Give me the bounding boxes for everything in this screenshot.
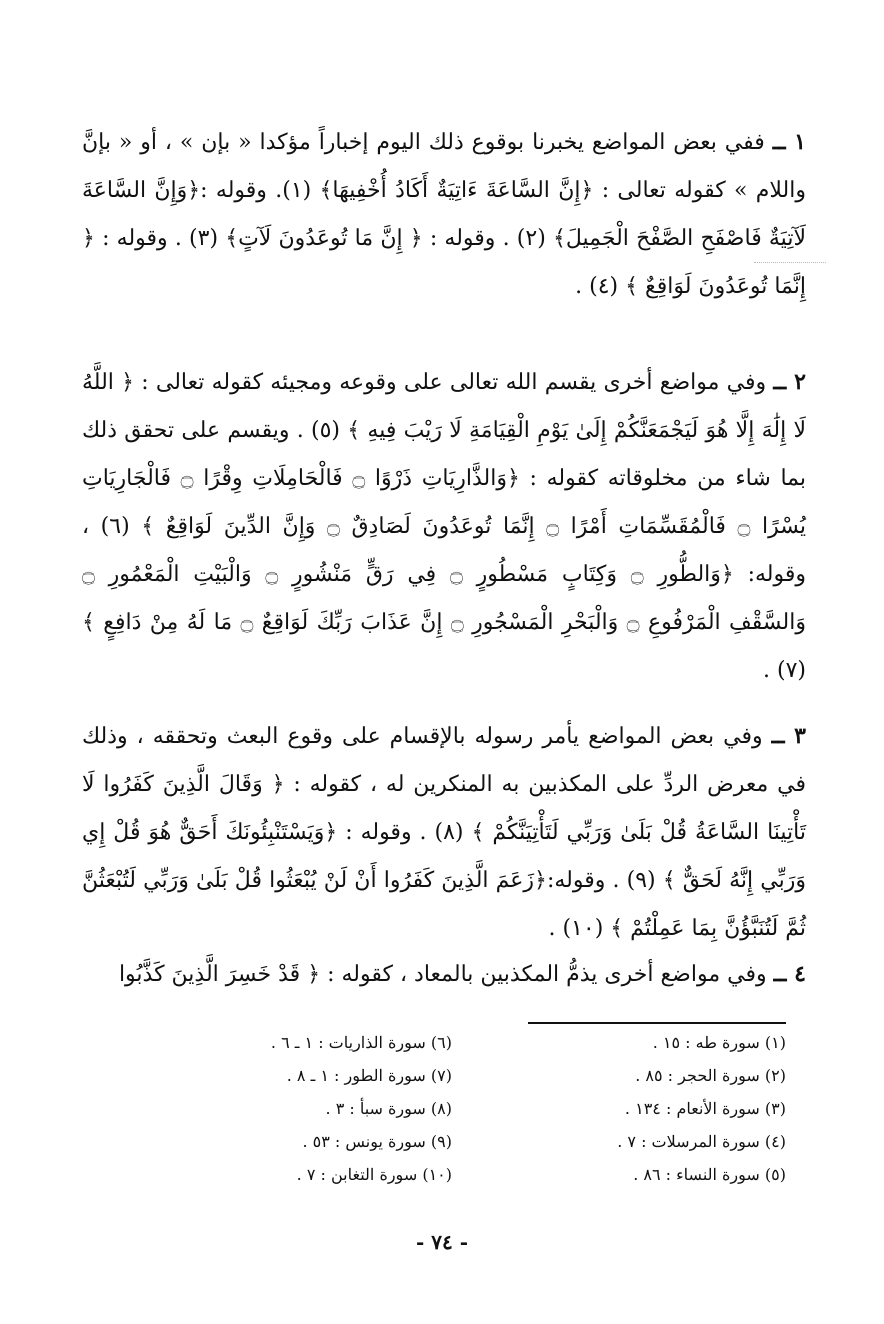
paragraph-text: ففي بعض المواضع يخبرنا بوقوع ذلك اليوم إخباراً مؤكدا « بإن » ، أو « بإنَّ واللام » كقوله تعالى : ﴿إِنَّ السَّاعَةَ ءَاتِيَةٌ أَكَادُ أُخْفِيهَا﴾ (١). وقوله :﴿وَإِنَّ السَّاعَةَ لَآتِيَةٌ فَاصْفَحِ الصَّفْحَ الْجَمِيلَ﴾ (٢) . وقوله : ﴿ إِنَّ مَا تُوعَدُونَ لَآتٍ﴾ (٣) . وقوله : ﴿ إِنَّمَا تُوعَدُونَ لَوَاقِعٌ ﴾ (٤) .: [82, 130, 806, 299]
footnote: (٨) سورة سبأ : ٣ .: [325, 1099, 452, 1118]
footnote: (٣) سورة الأنعام : ١٣٤ .: [624, 1099, 786, 1118]
paragraph-number: ٤ ــ: [773, 961, 806, 987]
paragraph-number: ٣ ــ: [771, 723, 806, 749]
footnote: (١٠) سورة التغابن : ٧ .: [296, 1165, 452, 1184]
paragraph-1: [82, 118, 806, 311]
footnote: (٥) سورة النساء : ٨٦ .: [633, 1165, 786, 1184]
footnote: (٢) سورة الحجر : ٨٥ .: [635, 1066, 786, 1085]
footnotes-right-column: [540, 1026, 786, 1191]
paragraph-number: ٢ ــ: [773, 369, 806, 395]
scan-artifact: [754, 262, 826, 267]
paragraph-text: وفي مواضع أخرى يقسم الله تعالى على وقوعه ومجيئه كقوله تعالى : ﴿ اللَّهُ لَا إِلَٰهَ إِلَّا هُوَ لَيَجْمَعَنَّكُمْ إِلَىٰ يَوْمِ الْقِيَامَةِ لَا رَيْبَ فِيهِ ﴾ (٥) . ويقسم على تحقق ذلك بما شاء من مخلوقاته كقوله : ﴿وَالذَّارِيَاتِ ذَرْوًا ۝ فَالْحَامِلَاتِ وِقْرًا ۝ فَالْجَارِيَاتِ يُسْرًا ۝ فَالْمُقَسِّمَاتِ أَمْرًا ۝ إِنَّمَا تُوعَدُونَ لَصَادِقٌ ۝ وَإِنَّ الدِّينَ لَوَاقِعٌ ﴾ (٦) ، وقوله: ﴿وَالطُّورِ ۝ وَكِتَابٍ مَسْطُورٍ ۝ فِي رَقٍّ مَنْشُورٍ ۝ وَالْبَيْتِ الْمَعْمُورِ ۝ وَالسَّقْفِ الْمَرْفُوعِ ۝ وَالْبَحْرِ الْمَسْجُورِ ۝ إِنَّ عَذَابَ رَبِّكَ لَوَاقِعٌ ۝ مَا لَهُ مِنْ دَافِعٍ ﴾ (٧) .: [82, 370, 807, 683]
paragraph-3: [82, 712, 806, 953]
footnote: (٦) سورة الذاريات : ١ ـ ٦ .: [270, 1033, 452, 1052]
paragraph-text: وفي بعض المواضع يأمر رسوله بالإقسام على وقوع البعث وتحققه ، وذلك في معرض الردِّ على المكذبين به المنكرين له ، كقوله : ﴿ وَقَالَ الَّذِينَ كَفَرُوا لَا تَأْتِينَا السَّاعَةُ قُلْ بَلَىٰ وَرَبِّي لَتَأْتِيَنَّكُمْ ﴾ (٨) . وقوله : ﴿وَيَسْتَنْبِئُونَكَ أَحَقٌّ هُوَ قُلْ إِي وَرَبِّي إِنَّهُ لَحَقٌّ ﴾ (٩) . وقوله:﴿زَعَمَ الَّذِينَ كَفَرُوا أَنْ لَنْ يُبْعَثُوا قُلْ بَلَىٰ وَرَبِّي لَتُبْعَثُنَّ ثُمَّ لَتُنَبَّؤُنَّ بِمَا عَمِلْتُمْ ﴾ (١٠) .: [82, 724, 807, 941]
footnote: (٤) سورة المرسلات : ٧ .: [617, 1132, 786, 1151]
footnote: (٩) سورة يونس : ٥٣ .: [302, 1132, 452, 1151]
footnote: (١) سورة طه : ١٥ .: [652, 1033, 786, 1052]
footnote: (٧) سورة الطور : ١ ـ ٨ .: [286, 1066, 452, 1085]
footnote-divider: [528, 1022, 786, 1024]
page-number: - ٧٤ -: [415, 1230, 468, 1254]
paragraph-2: [82, 358, 806, 695]
paragraph-4: [82, 950, 806, 999]
footnotes-left-column: [200, 1026, 452, 1191]
paragraph-number: ١ ــ: [772, 129, 806, 155]
paragraph-text: وفي مواضع أخرى يذمُّ المكذبين بالمعاد ، كقوله : ﴿ قَدْ خَسِرَ الَّذِينَ كَذَّبُوا: [118, 962, 767, 987]
